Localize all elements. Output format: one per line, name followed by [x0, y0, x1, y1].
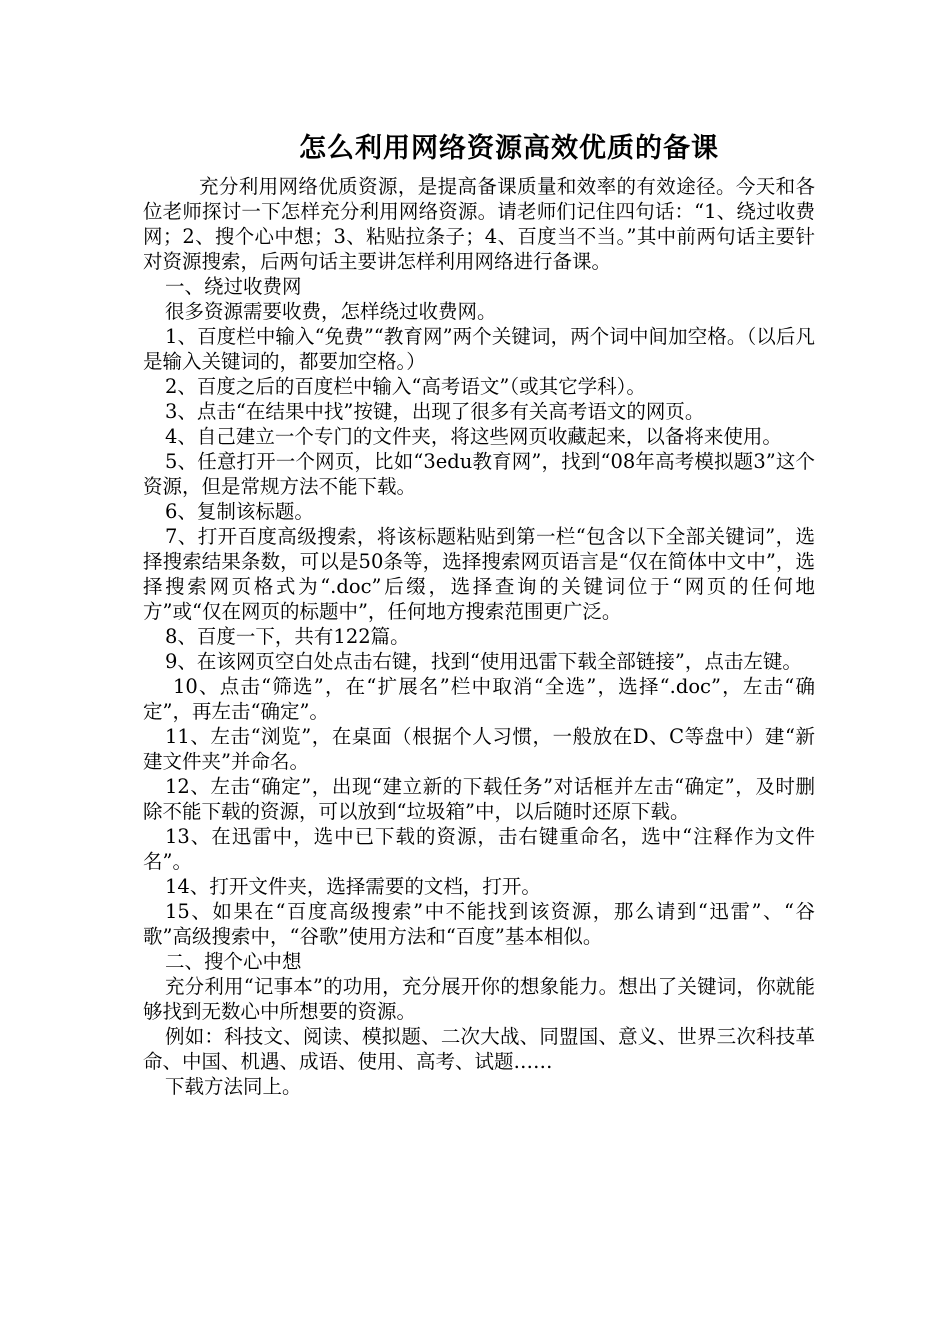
- paragraph: 下载方法同上。: [165, 1075, 302, 1098]
- section-heading-2: 二、搜个心中想: [165, 950, 302, 973]
- document-page: [143, 128, 815, 1099]
- step-item: 1、百度栏中输入“免费”“教育网”两个关键词，两个词中间加空格。（以后凡是输入关键词的，都要加空格。）: [143, 325, 815, 373]
- step-item: 8、百度一下，共有122篇。: [165, 625, 410, 648]
- step-item: 5、任意打开一个网页，比如“3edu教育网”，找到“08年高考模拟题3”这个资源，但是常规方法不能下载。: [143, 450, 815, 498]
- paragraph: 例如：科技文、阅读、模拟题、二次大战、同盟国、意义、世界三次科技革命、中国、机遇、成语、使用、高考、试题……: [143, 1025, 815, 1073]
- paragraph: 充分利用“记事本”的功用，充分展开你的想象能力。想出了关键词，你就能够找到无数心中所想要的资源。: [143, 975, 815, 1023]
- step-item: 13、在迅雷中，选中已下载的资源，击右键重命名，选中“注释作为文件名”。: [143, 825, 815, 873]
- step-item: 11、左击“浏览”，在桌面（根据个人习惯，一般放在D、C等盘中）建“新建文件夹”并命名。: [143, 725, 815, 773]
- paragraph: 很多资源需要收费，怎样绕过收费网。: [165, 300, 497, 323]
- step-item: 9、在该网页空白处点击右键，找到“使用迅雷下载全部链接”，点击左键。: [165, 650, 802, 673]
- paragraph-intro: 充分利用网络优质资源，是提高备课质量和效率的有效途径。今天和各位老师探讨一下怎样充分利用网络资源。请老师们记住四句话：“1、绕过收费网；2、搜个心中想；3、粘贴拉条子；4、百度当不当。”其中前两句话主要针对资源搜索，后两句话主要讲怎样利用网络进行备课。: [143, 175, 815, 273]
- step-item: 3、点击“在结果中找”按键，出现了很多有关高考语文的网页。: [165, 400, 705, 423]
- section-heading-1: 一、绕过收费网: [165, 275, 302, 298]
- step-item: 2、百度之后的百度栏中输入“高考语文”（或其它学科）。: [165, 375, 646, 398]
- step-item: 7、打开百度高级搜索，将该标题粘贴到第一栏“包含以下全部关键词”，选择搜索结果条数，可以是50条等，选择搜索网页语言是“仅在简体中文中”，选择搜索网页格式为“.doc”后缀，选择查询的关键词位于“网页的任何地方”或“仅在网页的标题中”，任何地方搜索范围更广泛。: [143, 525, 815, 623]
- document-body: [143, 174, 815, 1099]
- step-item: 6、复制该标题。: [165, 500, 314, 523]
- step-item: 4、自己建立一个专门的文件夹，将这些网页收藏起来，以备将来使用。: [165, 425, 782, 448]
- step-item: 10、点击“筛选”，在“扩展名”栏中取消“全选”，选择“.doc”，左击“确定”，再左击“确定”。: [143, 675, 815, 723]
- document-title: 怎么利用网络资源高效优质的备课: [299, 133, 719, 164]
- step-item: 14、打开文件夹，选择需要的文档，打开。: [165, 875, 541, 898]
- step-item: 12、左击“确定”，出现“建立新的下载任务”对话框并左击“确定”，及时删除不能下载的资源，可以放到“垃圾箱”中，以后随时还原下载。: [143, 775, 815, 823]
- step-item: 15、如果在“百度高级搜索”中不能找到该资源，那么请到“迅雷”、“谷歌”高级搜索中，“谷歌”使用方法和“百度”基本相似。: [143, 900, 815, 948]
